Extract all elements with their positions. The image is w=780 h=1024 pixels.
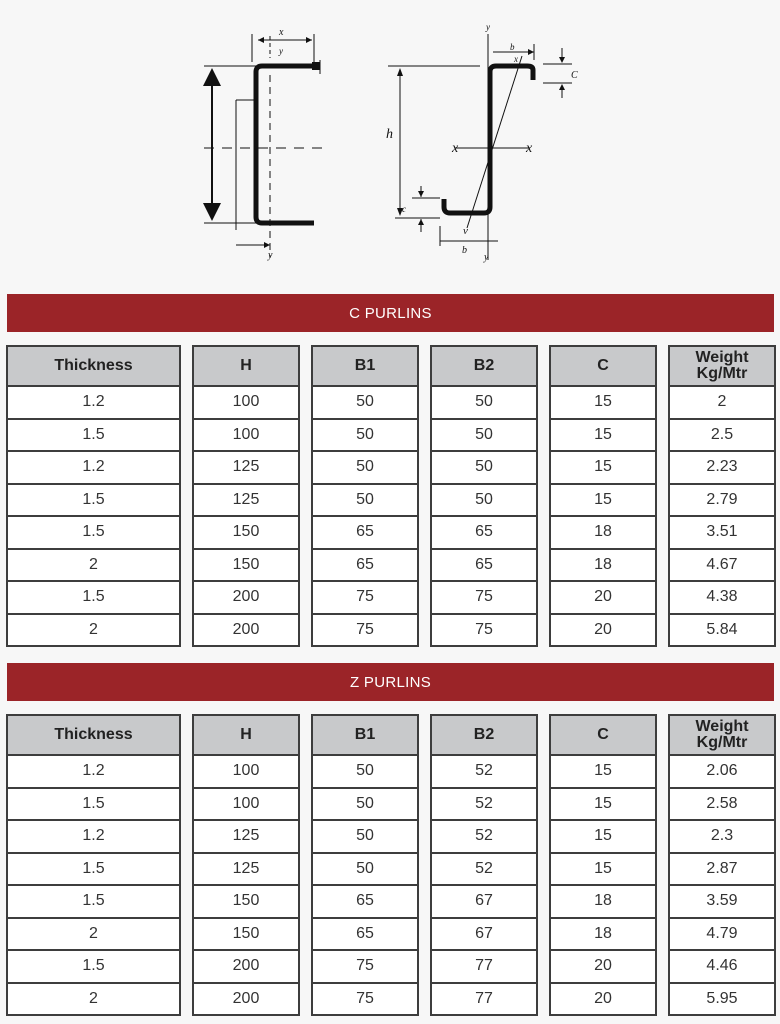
c-purlins-cell-thickness: 1.5 — [6, 485, 181, 518]
c-purlins-cell-b1: 50 — [311, 420, 419, 453]
z-purlins-column-h — [192, 714, 300, 1016]
z-purlins-cell-thickness: 1.5 — [6, 951, 181, 984]
c-purlins-cell-thickness: 1.2 — [6, 387, 181, 420]
z-purlins-cell-b1: 75 — [311, 951, 419, 984]
z-purlins-cell-b2: 52 — [430, 789, 538, 822]
z-purlins-cell-c: 20 — [549, 951, 657, 984]
c-h-arrow-down — [203, 203, 221, 221]
c-purlins-cell-b1: 50 — [311, 485, 419, 518]
c-purlins-cell-h: 150 — [192, 550, 300, 583]
z-purlins-cell-weight: 2.87 — [668, 854, 776, 887]
z-x-right-label: x — [526, 141, 533, 156]
c-purlins-header-c: C — [549, 345, 657, 387]
z-y-bottom-label: y — [484, 252, 489, 263]
c-h-arrow-up — [203, 68, 221, 86]
z-profile-diagram — [388, 34, 572, 260]
z-purlins-cell-weight: 5.95 — [668, 984, 776, 1017]
c-x-label: x — [279, 27, 284, 38]
c-purlins-cell-weight: 5.84 — [668, 615, 776, 648]
z-purlins-cell-b2: 52 — [430, 821, 538, 854]
z-purlins-cell-thickness: 1.5 — [6, 886, 181, 919]
z-purlins-cell-b2: 52 — [430, 756, 538, 789]
z-purlins-cell-b1: 75 — [311, 984, 419, 1017]
z-purlins-cell-b2: 67 — [430, 886, 538, 919]
c-purlins-cell-b2: 65 — [430, 550, 538, 583]
z-purlins-cell-b2: 77 — [430, 951, 538, 984]
z-purlins-cell-thickness: 1.5 — [6, 854, 181, 887]
z-purlins-cell-h: 100 — [192, 756, 300, 789]
z-purlins-column-weight — [668, 714, 776, 1016]
c-purlins-header-weight — [668, 345, 776, 387]
z-purlins-cell-b1: 50 — [311, 789, 419, 822]
z-purlins-title: Z PURLINS — [349, 673, 432, 691]
z-purlins-cell-c: 15 — [549, 756, 657, 789]
z-purlins-cell-weight: 3.59 — [668, 886, 776, 919]
c-purlins-cell-weight: 2 — [668, 387, 776, 420]
z-purlins-header-b2: B2 — [430, 714, 538, 756]
c-purlins-cell-weight: 4.67 — [668, 550, 776, 583]
z-purlins-cell-b1: 50 — [311, 854, 419, 887]
c-purlins-title: C PURLINS — [349, 304, 432, 322]
z-purlins-cell-weight: 4.46 — [668, 951, 776, 984]
z-purlins-cell-c: 18 — [549, 886, 657, 919]
z-purlins-header-c: C — [549, 714, 657, 756]
c-purlins-cell-c: 15 — [549, 420, 657, 453]
c-purlins-cell-c: 20 — [549, 582, 657, 615]
z-purlins-header-h: H — [192, 714, 300, 756]
z-purlins-cell-h: 150 — [192, 886, 300, 919]
z-purlins-cell-thickness: 1.5 — [6, 789, 181, 822]
c-purlins-cell-weight: 4.38 — [668, 582, 776, 615]
c-purlins-cell-c: 18 — [549, 550, 657, 583]
c-y-top-label: y — [279, 46, 283, 56]
z-purlins-cell-thickness: 2 — [6, 984, 181, 1017]
z-purlins-cell-c: 15 — [549, 789, 657, 822]
z-purlins-cell-h: 125 — [192, 854, 300, 887]
z-purlins-cell-b1: 50 — [311, 821, 419, 854]
z-purlins-cell-b2: 67 — [430, 919, 538, 952]
z-purlins-cell-b1: 65 — [311, 886, 419, 919]
c-purlins-cell-c: 15 — [549, 452, 657, 485]
c-purlins-cell-b2: 50 — [430, 420, 538, 453]
header-weight-line1: Weight — [695, 349, 749, 366]
c-purlins-cell-h: 200 — [192, 582, 300, 615]
c-purlins-header-b2: B2 — [430, 345, 538, 387]
c-purlins-cell-h: 150 — [192, 517, 300, 550]
c-purlins-column-b1 — [311, 345, 419, 647]
c-purlins-cell-h: 100 — [192, 420, 300, 453]
z-purlins-cell-weight: 2.3 — [668, 821, 776, 854]
z-v-label: v — [463, 225, 468, 237]
z-purlins-header-b1: B1 — [311, 714, 419, 756]
c-purlins-cell-h: 200 — [192, 615, 300, 648]
c-purlins-header-h: H — [192, 345, 300, 387]
c-purlins-cell-weight: 3.51 — [668, 517, 776, 550]
c-purlins-cell-b2: 65 — [430, 517, 538, 550]
c-purlins-cell-b2: 50 — [430, 485, 538, 518]
header-weight-line2: Kg/Mtr — [696, 734, 748, 751]
z-c-top-label: C — [571, 70, 578, 81]
c-purlins-cell-weight: 2.79 — [668, 485, 776, 518]
z-c-bottom-label: c — [402, 204, 406, 214]
c-purlins-cell-b1: 50 — [311, 387, 419, 420]
z-purlins-cell-b2: 77 — [430, 984, 538, 1017]
c-purlins-cell-b2: 50 — [430, 452, 538, 485]
z-h-label: h — [386, 127, 393, 142]
c-y-bottom-label: y — [268, 250, 273, 261]
z-purlins-column-c — [549, 714, 657, 1016]
z-x-left-label: x — [452, 141, 459, 156]
c-purlins-cell-thickness: 2 — [6, 550, 181, 583]
c-purlins-cell-b1: 65 — [311, 517, 419, 550]
z-purlins-cell-h: 200 — [192, 984, 300, 1017]
z-purlins-cell-c: 15 — [549, 854, 657, 887]
c-purlins-cell-b1: 50 — [311, 452, 419, 485]
z-purlins-column-b1 — [311, 714, 419, 1016]
c-purlins-cell-b1: 65 — [311, 550, 419, 583]
z-y-top-label: y — [486, 22, 490, 32]
z-b-bottom-label: b — [462, 245, 467, 256]
c-section-shape — [256, 66, 318, 223]
c-purlins-header-b1: B1 — [311, 345, 419, 387]
c-purlins-column-b2 — [430, 345, 538, 647]
c-purlins-cell-thickness: 1.5 — [6, 517, 181, 550]
c-profile-diagram — [203, 34, 330, 258]
c-purlins-column-thickness — [6, 345, 181, 647]
c-purlins-cell-thickness: 1.5 — [6, 420, 181, 453]
c-purlins-cell-b2: 75 — [430, 582, 538, 615]
c-purlins-cell-weight: 2.5 — [668, 420, 776, 453]
c-purlins-column-h — [192, 345, 300, 647]
c-purlins-cell-thickness: 2 — [6, 615, 181, 648]
c-lip — [312, 62, 320, 70]
c-purlins-cell-b2: 50 — [430, 387, 538, 420]
z-purlins-header-weight — [668, 714, 776, 756]
c-purlins-cell-b2: 75 — [430, 615, 538, 648]
z-purlins-cell-b2: 52 — [430, 854, 538, 887]
c-purlins-cell-b1: 75 — [311, 615, 419, 648]
c-purlins-cell-h: 100 — [192, 387, 300, 420]
c-purlins-cell-c: 15 — [549, 485, 657, 518]
z-purlins-cell-weight: 2.06 — [668, 756, 776, 789]
header-weight-line2: Kg/Mtr — [696, 365, 748, 382]
z-x-top-label: x — [514, 54, 518, 64]
z-purlins-cell-thickness: 1.2 — [6, 756, 181, 789]
z-purlins-cell-c: 18 — [549, 919, 657, 952]
z-purlins-cell-h: 125 — [192, 821, 300, 854]
z-b-top-label: b — [510, 42, 515, 52]
z-purlins-cell-h: 200 — [192, 951, 300, 984]
z-purlins-cell-b1: 50 — [311, 756, 419, 789]
c-purlins-cell-weight: 2.23 — [668, 452, 776, 485]
c-purlins-cell-c: 18 — [549, 517, 657, 550]
z-purlins-cell-thickness: 2 — [6, 919, 181, 952]
z-purlins-cell-h: 100 — [192, 789, 300, 822]
c-purlins-header-thickness: Thickness — [6, 345, 181, 387]
z-purlins-cell-c: 20 — [549, 984, 657, 1017]
c-purlins-column-weight — [668, 345, 776, 647]
c-purlins-cell-h: 125 — [192, 452, 300, 485]
z-purlins-column-thickness — [6, 714, 181, 1016]
z-purlins-cell-weight: 2.58 — [668, 789, 776, 822]
profile-diagram-svg — [0, 0, 780, 290]
c-purlins-cell-thickness: 1.5 — [6, 582, 181, 615]
purlin-profile-diagrams — [0, 0, 780, 290]
c-purlins-cell-thickness: 1.2 — [6, 452, 181, 485]
c-purlins-title-band — [7, 294, 774, 332]
z-purlins-cell-c: 15 — [549, 821, 657, 854]
c-purlins-cell-c: 20 — [549, 615, 657, 648]
z-purlins-cell-weight: 4.79 — [668, 919, 776, 952]
z-purlins-column-b2 — [430, 714, 538, 1016]
z-purlins-cell-thickness: 1.2 — [6, 821, 181, 854]
c-purlins-cell-h: 125 — [192, 485, 300, 518]
c-purlins-cell-c: 15 — [549, 387, 657, 420]
z-purlins-cell-b1: 65 — [311, 919, 419, 952]
header-weight-line1: Weight — [695, 718, 749, 735]
c-purlins-cell-b1: 75 — [311, 582, 419, 615]
z-purlins-header-thickness: Thickness — [6, 714, 181, 756]
z-purlins-cell-h: 150 — [192, 919, 300, 952]
c-purlins-column-c — [549, 345, 657, 647]
z-purlins-title-band — [7, 663, 774, 701]
